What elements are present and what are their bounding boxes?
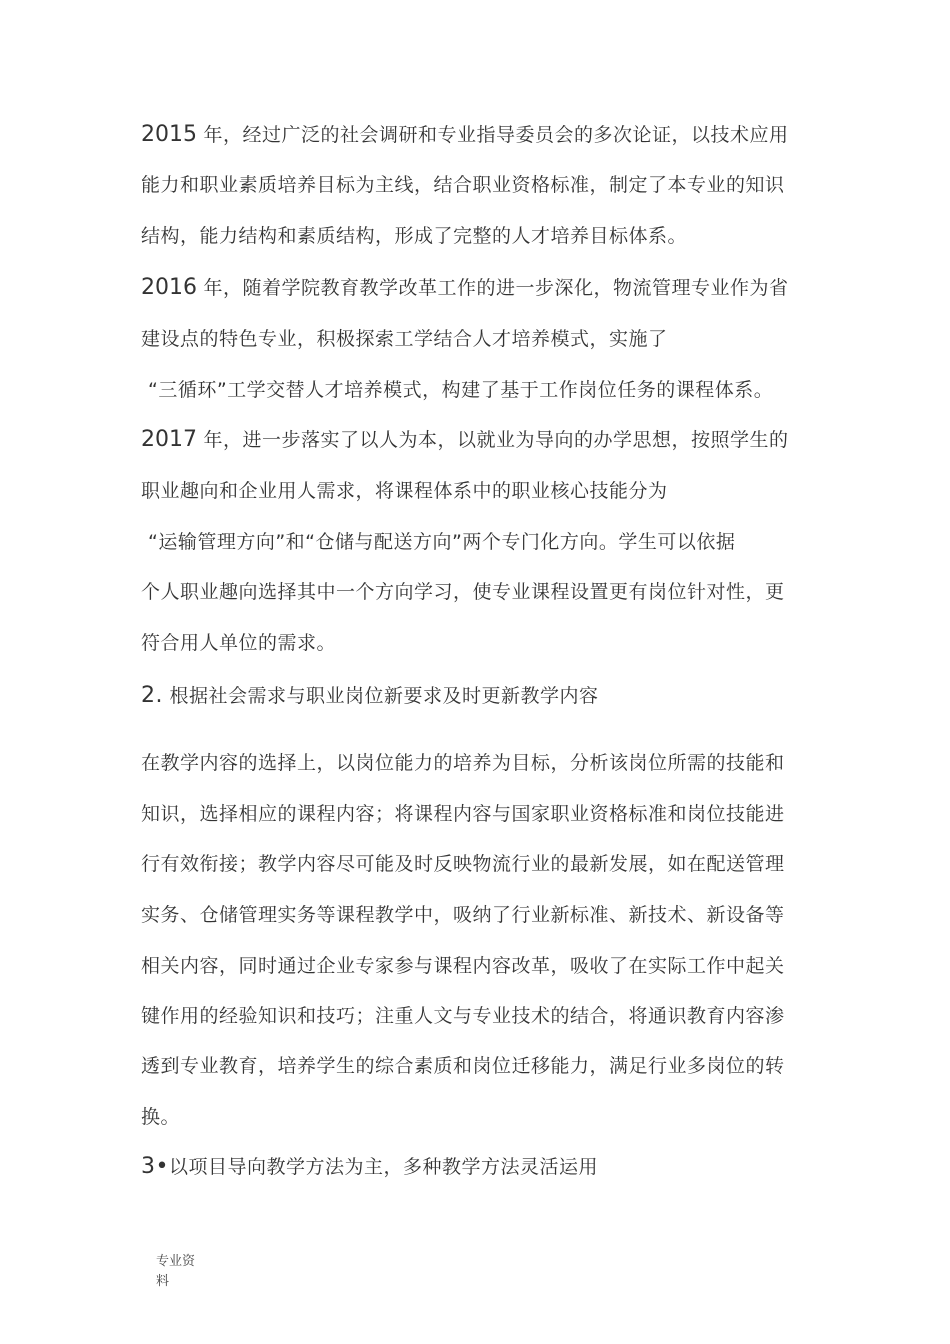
year-2016: 2016 [141, 275, 197, 300]
paragraph-text: 年，随着学院教育教学改革工作的进一步深化，物流管理专业作为省 [197, 277, 789, 299]
paragraph-content-line-2: 知识，选择相应的课程内容；将课程内容与国家职业资格标准和岗位技能进 [141, 803, 785, 825]
paragraph-text: 年，经过广泛的社会调研和专业指导委员会的多次论证，以技术应用 [197, 124, 789, 146]
paragraph-content-line-5: 相关内容，同时通过企业专家参与课程内容改革，吸收了在实际工作中起关 [141, 955, 785, 977]
paragraph-2016-line-1 [141, 276, 789, 300]
paragraph-2017-line-1 [141, 428, 789, 452]
year-2015: 2015 [141, 122, 197, 147]
paragraph-content-line-8: 换。 [141, 1106, 181, 1128]
paragraph-2017-line-3: “运输管理方向”和“仓储与配送方向”两个专门化方向。学生可以依据 [148, 531, 736, 553]
paragraph-2016-line-2: 建设点的特色专业，积极探索工学结合人才培养模式，实施了 [141, 328, 668, 350]
paragraph-content-line-3: 行有效衔接；教学内容尽可能及时反映物流行业的最新发展，如在配送管理 [141, 853, 785, 875]
paragraph-2017-line-4: 个人职业趣向选择其中一个方向学习，使专业课程设置更有岗位针对性，更 [141, 581, 785, 603]
paragraph-2015-line-1 [141, 123, 789, 147]
paragraph-2015-line-3: 结构，能力结构和素质结构，形成了完整的人才培养目标体系。 [141, 225, 688, 247]
paragraph-content-line-4: 实务、仓储管理实务等课程教学中，吸纳了行业新标准、新技术、新设备等 [141, 904, 785, 926]
year-2017: 2017 [141, 427, 197, 452]
paragraph-2015-line-2: 能力和职业素质培养目标为主线，结合职业资格标准，制定了本专业的知识 [141, 174, 785, 196]
paragraph-content-line-1: 在教学内容的选择上，以岗位能力的培养为目标，分析该岗位所需的技能和 [141, 752, 785, 774]
paragraph-2016-line-3: “三循环”工学交替人才培养模式，构建了基于工作岗位任务的课程体系。 [148, 379, 774, 401]
section-heading-2 [141, 684, 599, 708]
footer-line-2: 料 [156, 1274, 170, 1289]
paragraph-content-line-7: 透到专业教育，培养学生的综合素质和岗位迁移能力，满足行业多岗位的转 [141, 1055, 785, 1077]
paragraph-content-line-6: 键作用的经验知识和技巧；注重人文与专业技术的结合，将通识教育内容渗 [141, 1005, 785, 1027]
paragraph-2017-line-5: 符合用人单位的需求。 [141, 632, 337, 654]
heading-number: 3• [141, 1154, 169, 1179]
heading-text: 以项目导向教学方法为主，多种教学方法灵活运用 [168, 1156, 598, 1178]
footer-line-1: 专业资 [156, 1254, 196, 1269]
heading-number: 2. [141, 683, 163, 708]
paragraph-text: 年，进一步落实了以人为本，以就业为导向的办学思想，按照学生的 [197, 429, 789, 451]
paragraph-2017-line-2: 职业趣向和企业用人需求，将课程体系中的职业核心技能分为 [141, 480, 668, 502]
page-footer [156, 1252, 195, 1292]
heading-text: 根据社会需求与职业岗位新要求及时更新教学内容 [163, 685, 599, 707]
section-heading-3 [141, 1155, 598, 1179]
